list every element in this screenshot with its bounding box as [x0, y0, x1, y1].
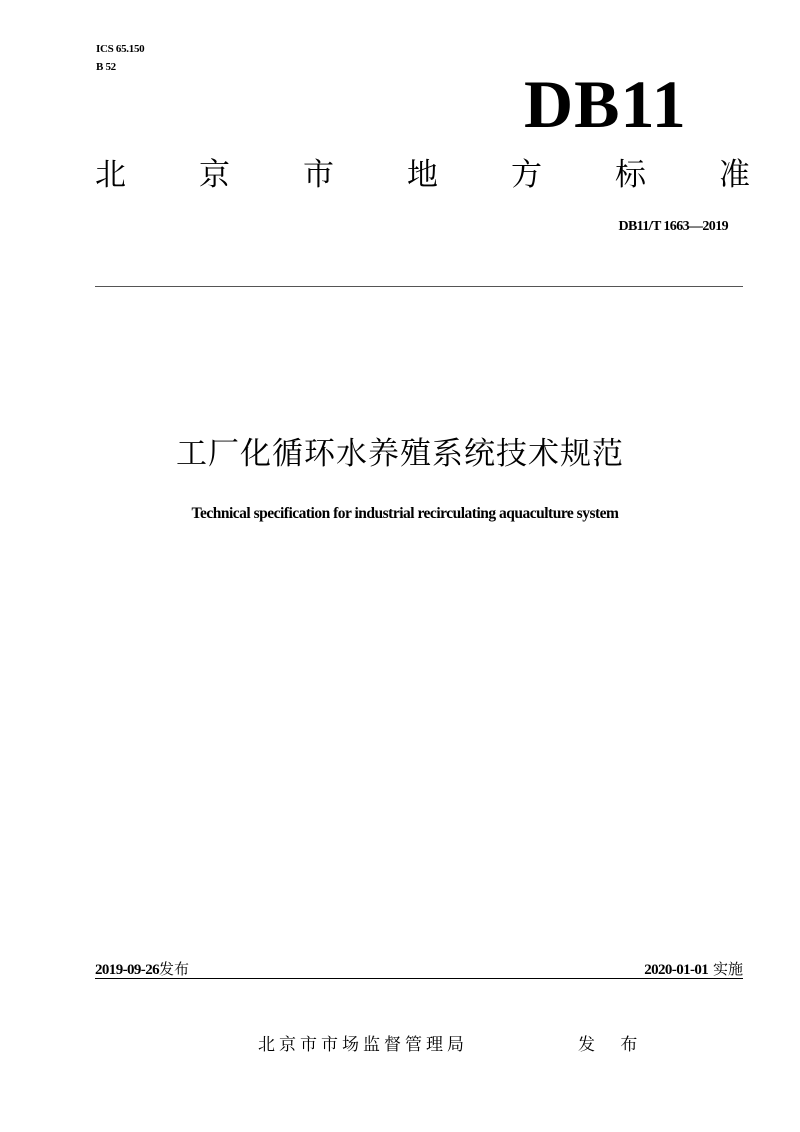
- standard-type-char: 准: [719, 157, 750, 193]
- standard-type-char: 标: [615, 157, 646, 193]
- implement-date-line: [644, 958, 743, 979]
- footer-divider: [95, 978, 743, 979]
- issue-date: 2019-09-26: [95, 962, 159, 978]
- standard-type-char: 方: [511, 157, 542, 193]
- issue-label: 发布: [159, 960, 190, 978]
- document-title-english: Technical specification for industrial recirculating aquaculture system: [191, 505, 619, 522]
- standard-type-char: 地: [407, 157, 438, 193]
- publish-label: 发 布: [578, 1035, 648, 1055]
- standard-type-char: 京: [199, 157, 230, 193]
- ccs-code: B 52: [96, 61, 116, 73]
- standard-type-char: 市: [303, 157, 334, 193]
- db11-logo: DB11: [524, 66, 687, 142]
- ics-code: ICS 65.150: [96, 43, 145, 55]
- header-divider: [95, 286, 743, 287]
- document-title-chinese: 工厂化循环水养殖系统技术规范: [176, 436, 624, 472]
- standard-type-char: 北: [95, 157, 126, 193]
- issue-date-line: [95, 958, 189, 979]
- implement-date: 2020-01-01: [644, 962, 709, 978]
- publisher: 北京市市场监督管理局: [258, 1035, 468, 1055]
- implement-label: 实施: [712, 960, 743, 978]
- standard-number: DB11/T 1663—2019: [618, 219, 728, 234]
- standard-type-title: [95, 155, 750, 195]
